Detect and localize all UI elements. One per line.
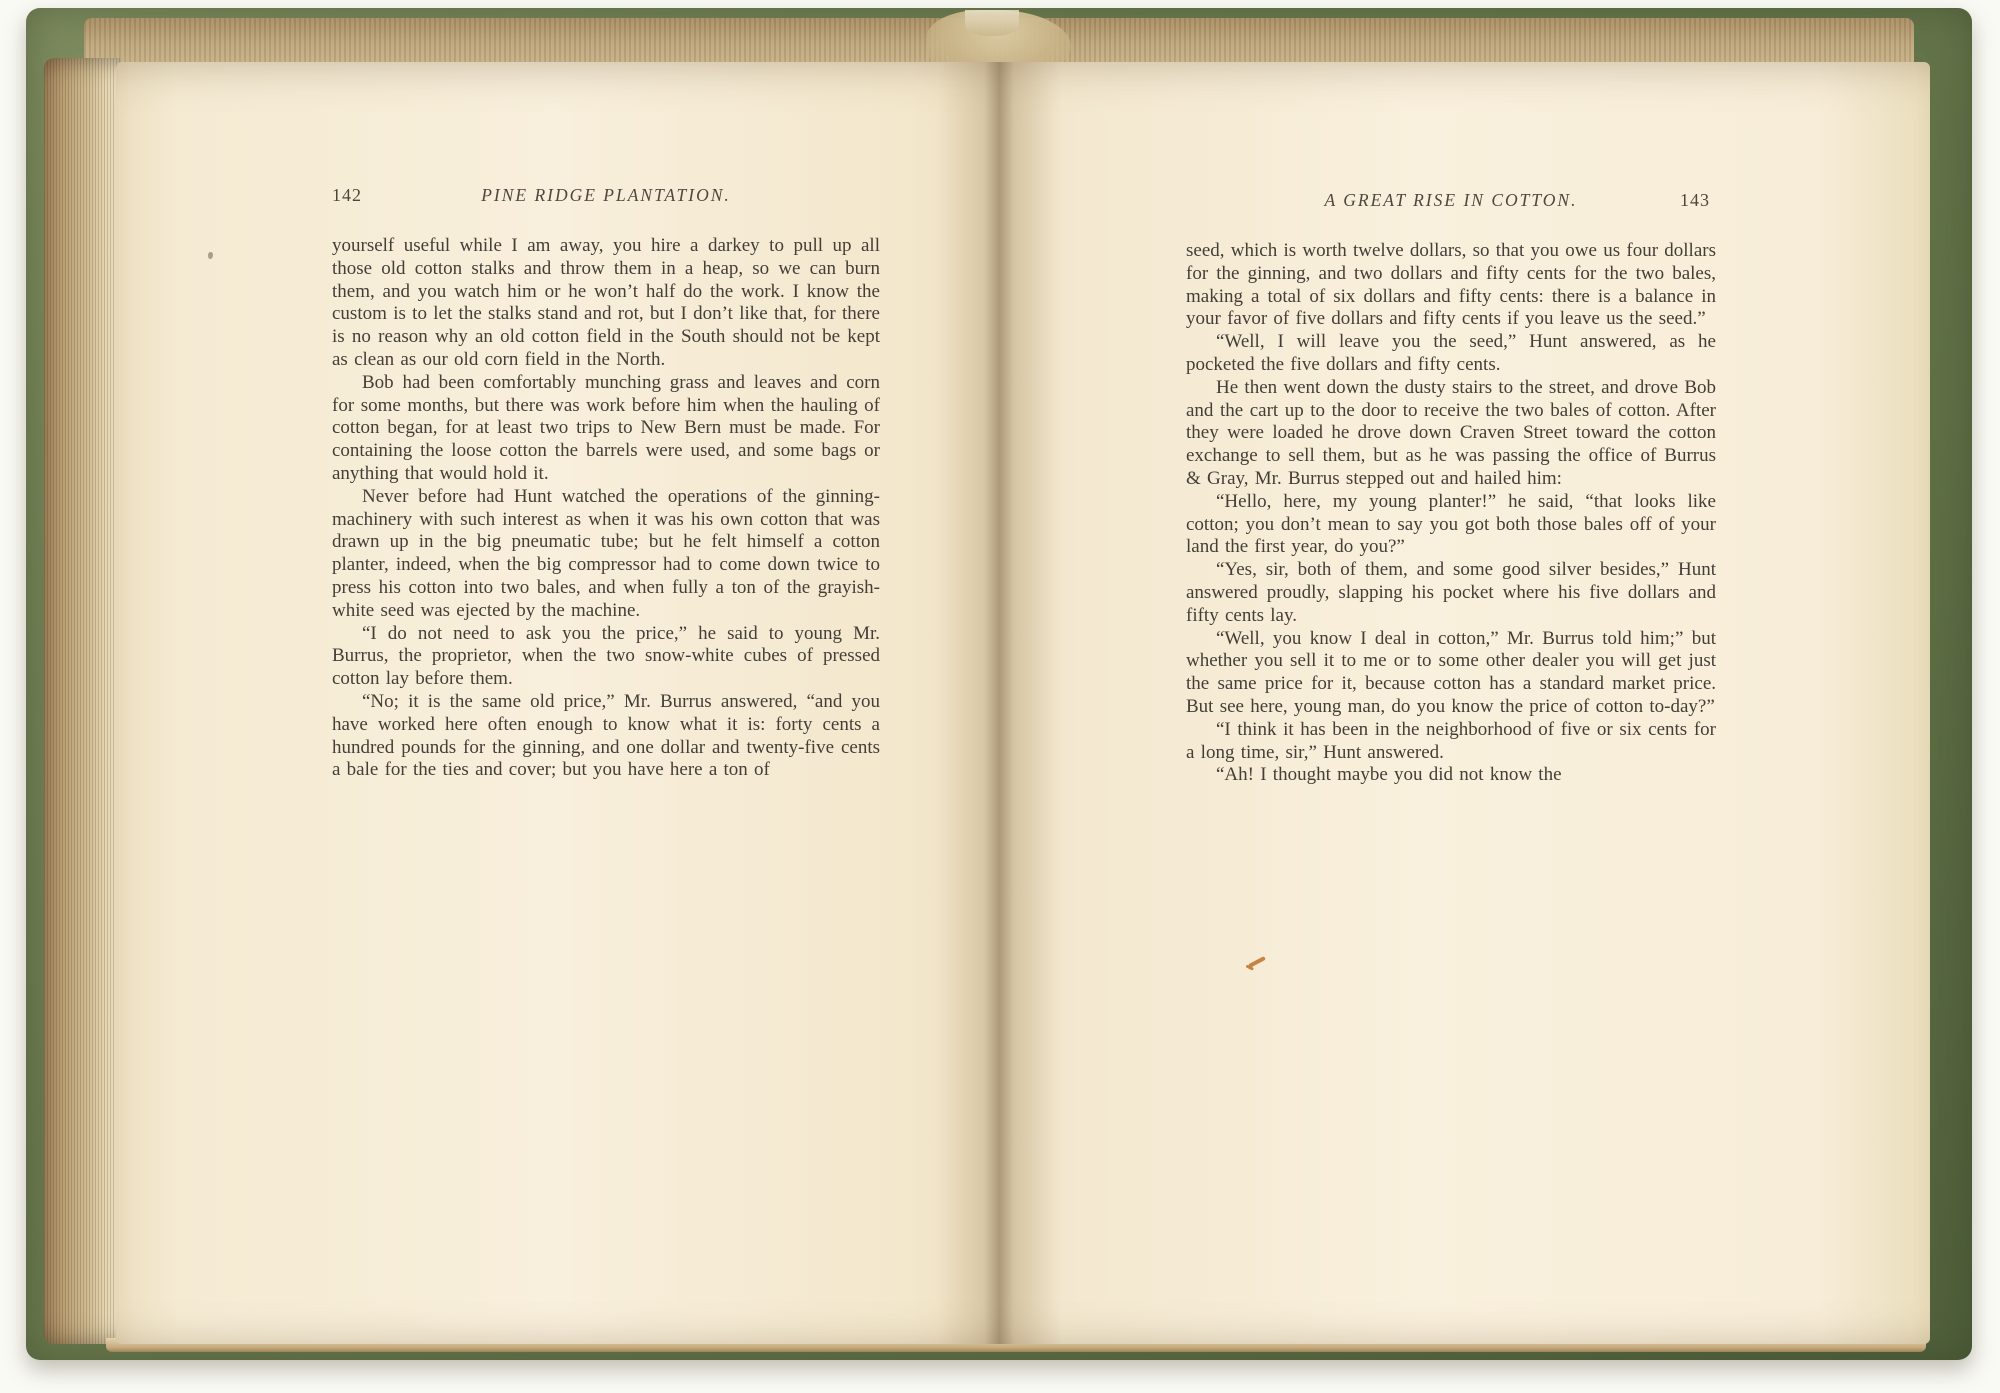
paragraph: Never before had Hunt watched the operations of the ginning-machinery with such interest as when it was his own cotton that was drawn up in the big pneumatic tube; but he felt himself a cotton planter, indeed, when the big compressor had to come down twice to press his cotton into two bales, and when fully a ton of the grayish-white seed was ejected by the machine. [332,485,880,621]
paragraph: “Ah! I thought maybe you did not know the [1216,764,1562,786]
running-head: PINE RIDGE PLANTATION. [481,185,731,205]
page-number: 143 [1680,190,1710,210]
paragraph: He then went down the dusty stairs to the street, and drove Bob and the cart up to the door to receive the two bales of cotton. After they were loaded he drove down Craven Street toward the cotton exchange to sell them, but as he was passing the office of Burrus & Gray, Mr. Burrus stepped out and hailed him: [1186,376,1716,489]
fore-edge-page-stack [44,58,120,1344]
running-head: A GREAT RISE IN COTTON. [1324,190,1578,210]
right-page-body [1186,240,1716,787]
paragraph: “Well, you know I deal in cotton,” Mr. Burrus told him;” but whether you sell it to me or to some other dealer you will get just the same price for it, because cotton has a standard market price. But see here, young man, do you know the price of cotton to-day?” [1186,627,1716,717]
paragraph: yourself useful while I am away, you hire a darkey to pull up all those old cotton stalks and throw them in a heap, so we can burn them, and you watch him or he won’t half do the work. I know the custom is to let the stalks stand and rot, but I don’t like that, for there is no reason why an old cotton field in the South should not be kept as clean as our old corn field in the North. [332,235,880,370]
left-page-header [332,185,880,211]
right-page-header [1186,190,1716,216]
paragraph: “No; it is the same old price,” Mr. Burrus answered, “and you have worked here often enough to know what it is: forty cents a hundred pounds for the ginning, and one dollar and twenty-five cents a bale for the ties and cover; but you have here a ton of [332,690,880,781]
left-page-content [332,185,880,782]
paragraph: Bob had been comfortably munching grass and leaves and corn for some months, but there was work before him when the hauling of cotton began, for at least two trips to New Bern must be made. For containing the loose cotton the barrels were used, and some bags or anything that would hold it. [332,371,880,484]
paragraph: “I think it has been in the neighborhood of five or six cents for a long time, sir,” Hunt answered. [1186,718,1716,763]
book-gutter-shadow [937,62,1061,1344]
paragraph: seed, which is worth twelve dollars, so that you owe us four dollars for the ginning, and two dollars and fifty cents for the two bales, making a total of six dollars and fifty cents: there is a balance in your favor of five dollars and fifty cents if you leave us the seed.” [1186,240,1716,330]
paragraph: “Well, I will leave you the seed,” Hunt answered, as he pocketed the five dollars and fifty cents. [1186,331,1716,375]
paragraph: “I do not need to ask you the price,” he said to young Mr. Burrus, the proprietor, when the two snow-white cubes of pressed cotton lay before them. [332,622,880,690]
right-page-content [1186,190,1716,787]
paragraph: “Yes, sir, both of them, and some good silver besides,” Hunt answered proudly, slapping his pocket where his five dollars and fifty cents lay. [1186,559,1716,626]
left-page-body [332,235,880,782]
paragraph: “Hello, here, my young planter!” he said, “that looks like cotton; you don’t mean to say you got both those bales off of your land the first year, do you?” [1186,490,1716,558]
page-number: 142 [332,185,362,205]
